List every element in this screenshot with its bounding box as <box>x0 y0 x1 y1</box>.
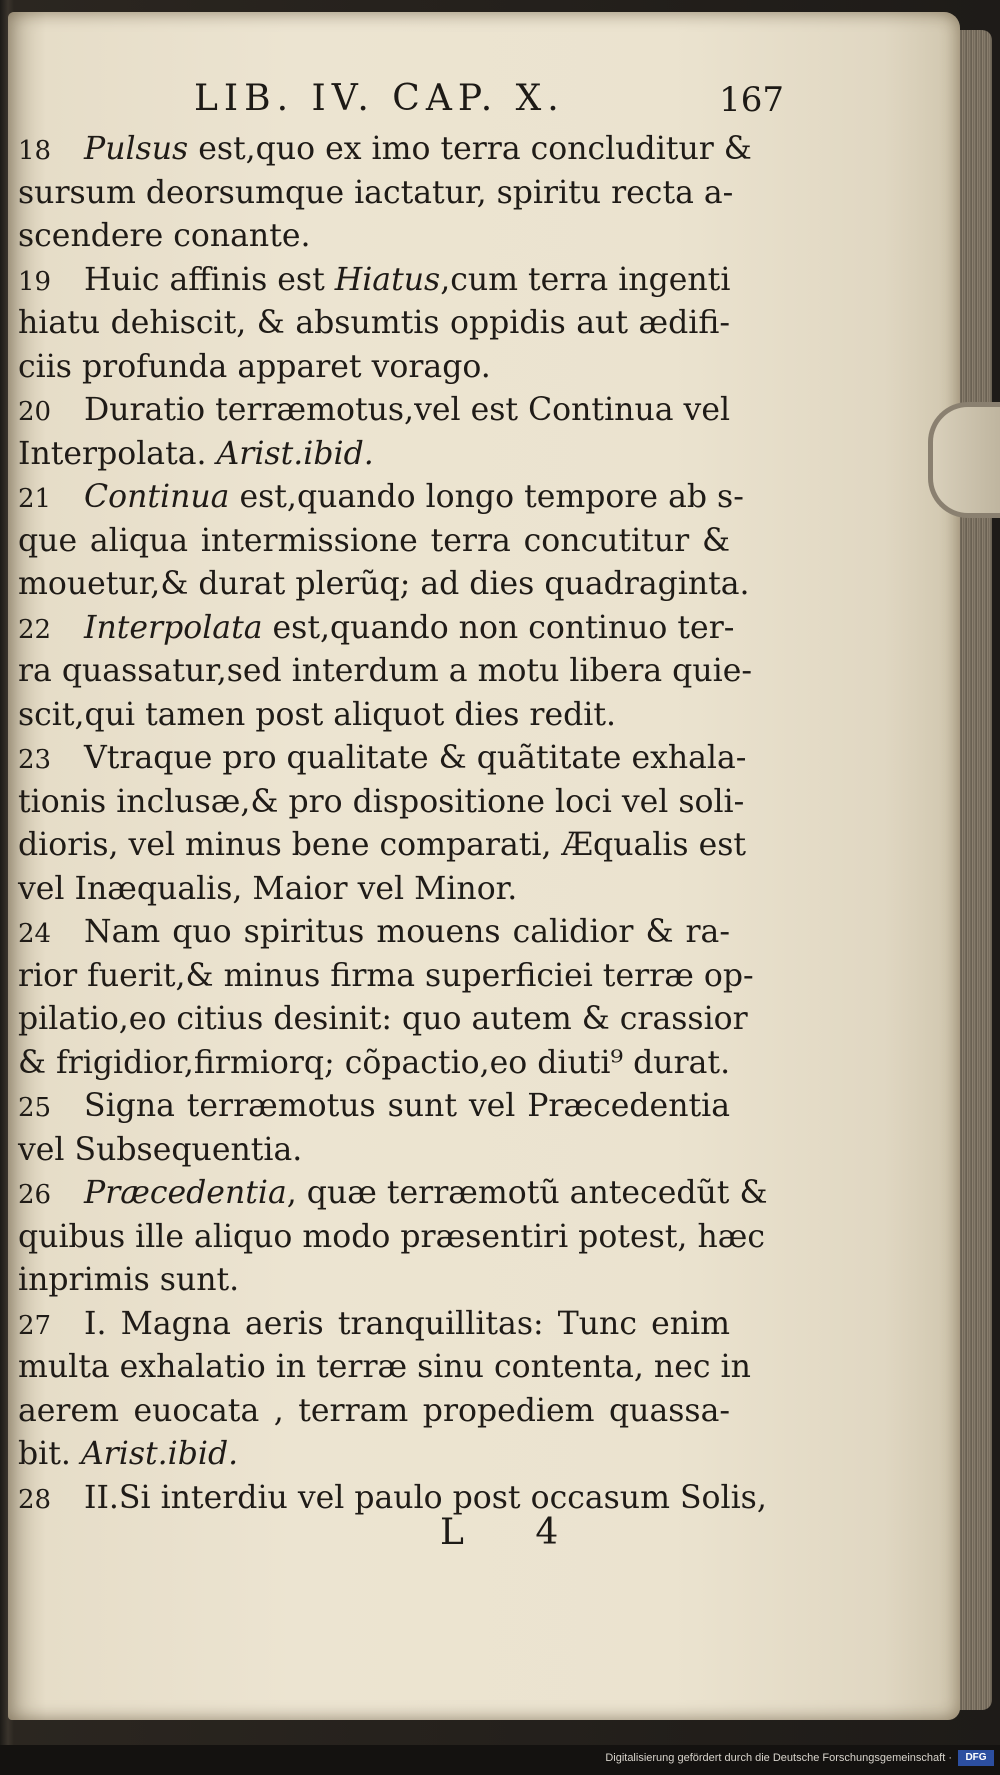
text-block <box>18 128 768 1520</box>
italic-term: Pulsus <box>84 131 189 167</box>
line-text: inprimis sunt. <box>18 1262 240 1298</box>
line-text: sursum deorsumque iactatur, spiritu recta a- <box>18 174 734 211</box>
line-text: hiatu dehiscit, & absumtis oppidis aut ædifi- <box>18 305 730 341</box>
line-text: dioris, vel minus bene comparati, Æqualis est <box>18 827 747 863</box>
text-line <box>18 215 730 259</box>
line-text: scendere conante. <box>18 218 311 254</box>
paragraph-number: 19 <box>18 266 52 297</box>
line-text: Interpolata. <box>18 435 217 472</box>
text-line <box>18 911 730 955</box>
text-line <box>18 1172 768 1216</box>
text-line <box>18 694 730 738</box>
line-text: quibus ille aliquo modo præsentiri potest, hæc <box>18 1218 765 1255</box>
paragraph-number: 28 <box>18 1484 52 1515</box>
text-line <box>18 1259 730 1303</box>
line-text: II.Si interdiu vel paulo post occasum Solis, <box>84 1479 767 1516</box>
text-line <box>18 1042 730 1086</box>
line-text: vel Inæqualis, Maior vel Minor. <box>18 870 518 907</box>
signature-mark: L 4 <box>440 1512 589 1553</box>
italic-term: Præcedentia <box>84 1175 287 1211</box>
book-page-edges <box>958 30 992 1710</box>
text-line <box>18 1216 765 1260</box>
paragraph-number: 21 <box>18 484 52 514</box>
text-line <box>18 128 752 172</box>
line-text: Duratio terræmotus,vel est Continua vel <box>84 392 731 428</box>
paragraph-number: 27 <box>18 1310 52 1341</box>
line-text: scit,qui tamen post aliquot dies redit. <box>18 696 616 733</box>
text-line <box>18 737 747 781</box>
text-line <box>18 650 752 694</box>
line-text: aerem euocata , terram propediem quassa- <box>18 1392 730 1429</box>
line-text: tionis inclusæ,& pro dispositione loci vel soli- <box>18 783 745 820</box>
italic-term: Arist.ibid. <box>216 435 374 472</box>
text-line <box>18 259 730 303</box>
text-line <box>18 868 730 912</box>
text-line <box>18 476 744 520</box>
line-text: que aliqua intermissione terra concutitur & <box>18 522 730 559</box>
clasp-tab <box>928 402 1000 518</box>
paragraph-number: 22 <box>18 614 52 645</box>
line-text: , quæ terræmotũ antecedũt & <box>286 1175 768 1211</box>
text-line <box>18 607 735 651</box>
text-line <box>18 172 734 216</box>
line-text: & frigidior,firmiorq; cõpactio,eo diuti⁹ durat. <box>18 1044 731 1081</box>
italic-term: Interpolata <box>84 609 263 646</box>
line-text: ,cum terra ingenti <box>440 261 731 298</box>
text-line <box>18 1129 730 1173</box>
line-text: est,quando longo tempore ab s- <box>229 479 744 515</box>
text-line <box>18 563 750 607</box>
chapter-heading: LIB. IV. CAP. X. <box>194 78 565 119</box>
italic-term: Hiatus <box>334 261 441 298</box>
paragraph-number: 18 <box>18 136 52 166</box>
text-line <box>18 1303 730 1347</box>
text-line <box>18 520 730 564</box>
line-text: Huic affinis est <box>84 261 335 298</box>
text-line <box>18 955 754 999</box>
line-text: bit. <box>18 1436 81 1472</box>
page-number: 167 <box>719 80 784 120</box>
dfg-logo: DFG <box>958 1750 994 1766</box>
paragraph-number: 26 <box>18 1180 52 1210</box>
text-line <box>18 346 730 390</box>
text-line <box>18 1346 751 1390</box>
footer-credit: Digitalisierung gefördert durch die Deutsche Forschungsgemeinschaft · <box>605 1752 952 1764</box>
text-line <box>18 433 730 477</box>
paragraph-number: 24 <box>18 919 52 949</box>
line-text: rior fuerit,& minus firma superficiei terræ op- <box>18 957 754 994</box>
paragraph-number: 20 <box>18 397 52 427</box>
line-text: vel Subsequentia. <box>18 1131 303 1168</box>
text-line <box>18 389 730 433</box>
line-text: mouetur,& durat plerũq; ad dies quadraginta. <box>18 566 750 602</box>
line-text: ra quassatur,sed interdum a motu libera quie- <box>18 653 752 689</box>
paragraph-number: 25 <box>18 1093 52 1123</box>
text-line <box>18 781 745 825</box>
italic-term: Continua <box>84 479 230 515</box>
running-head <box>44 78 784 128</box>
text-line <box>18 1085 730 1129</box>
text-line <box>18 824 747 868</box>
text-line <box>18 1390 730 1434</box>
text-line <box>18 1433 730 1477</box>
line-text: pilatio,eo citius desinit: quo autem & crassior <box>18 1001 748 1037</box>
text-line <box>18 998 748 1042</box>
line-text: Vtraque pro qualitate & quãtitate exhala- <box>84 740 747 776</box>
line-text: multa exhalatio in terræ sinu contenta, nec in <box>18 1349 751 1385</box>
text-line <box>18 302 730 346</box>
line-text: Signa terræmotus sunt vel Præcedentia <box>84 1088 730 1124</box>
line-text: I. Magna aeris tranquillitas: Tunc enim <box>84 1305 730 1342</box>
line-text: ciis profunda apparet vorago. <box>18 348 491 385</box>
italic-term: Arist.ibid. <box>80 1436 239 1472</box>
line-text: est,quando non continuo ter- <box>262 609 735 646</box>
line-text: Nam quo spiritus mouens calidior & ra- <box>84 914 730 950</box>
line-text: est,quo ex imo terra concluditur & <box>188 131 752 167</box>
text-line <box>18 1477 767 1521</box>
paragraph-number: 23 <box>18 745 52 775</box>
